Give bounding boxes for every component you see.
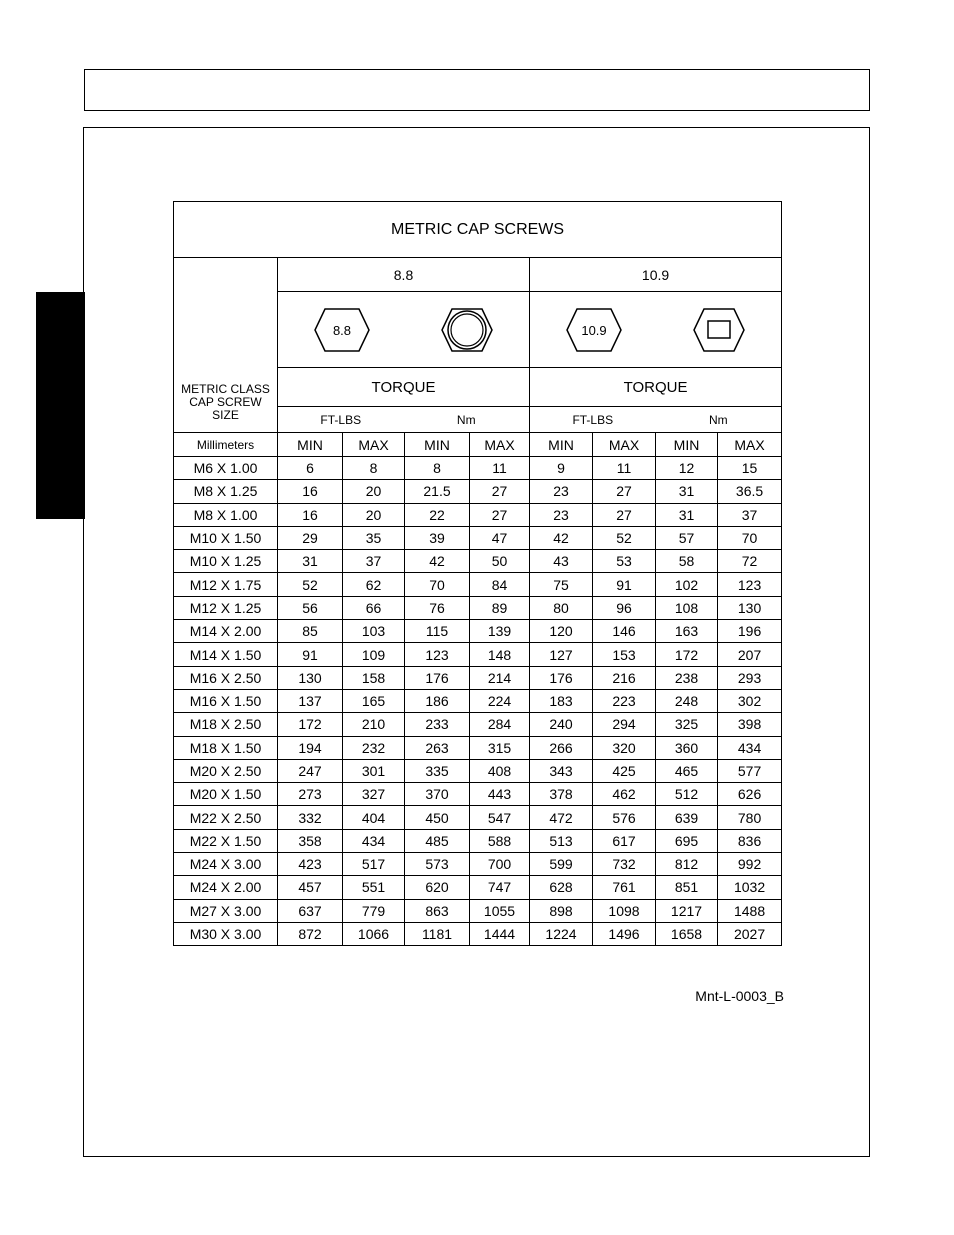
torque-value-cell: 485 [405,829,470,852]
torque-value-cell: 27 [593,503,656,526]
torque-value-cell: 186 [405,689,470,712]
torque-value-cell: 50 [470,550,530,573]
torque-value-cell: 434 [343,829,405,852]
torque-value-cell: 320 [593,736,656,759]
torque-value-cell: 16 [278,480,343,503]
torque-value-cell: 53 [593,550,656,573]
document-code: Mnt-L-0003_B [695,988,784,1004]
torque-value-cell: 779 [343,899,405,922]
torque-value-cell: 513 [530,829,593,852]
torque-value-cell: 1224 [530,922,593,945]
torque-value-cell: 39 [405,526,470,549]
torque-value-cell: 52 [593,526,656,549]
torque-value-cell: 207 [718,643,782,666]
torque-value-cell: 123 [405,643,470,666]
torque-value-cell: 15 [718,457,782,480]
screw-size-cell: M14 X 2.00 [174,620,278,643]
torque-value-cell: 1444 [470,922,530,945]
torque-value-cell: 23 [530,480,593,503]
torque-value-cell: 27 [470,480,530,503]
torque-value-cell: 248 [656,689,718,712]
torque-value-cell: 747 [470,876,530,899]
torque-value-cell: 183 [530,689,593,712]
torque-value-cell: 21.5 [405,480,470,503]
torque-value-cell: 224 [470,689,530,712]
torque-value-cell: 31 [656,480,718,503]
torque-value-cell: 301 [343,759,405,782]
torque-value-cell: 761 [593,876,656,899]
screw-size-cell: M10 X 1.50 [174,526,278,549]
torque-value-cell: 130 [278,666,343,689]
torque-value-cell: 628 [530,876,593,899]
screw-size-cell: M12 X 1.75 [174,573,278,596]
grade-8-8-head-markings [278,292,530,368]
torque-value-cell: 472 [530,806,593,829]
torque-value-cell: 626 [718,783,782,806]
torque-value-cell: 76 [405,596,470,619]
screw-size-cell: M14 X 1.50 [174,643,278,666]
table-row [174,899,782,922]
torque-value-cell: 108 [656,596,718,619]
torque-value-cell: 42 [530,526,593,549]
torque-value-cell: 232 [343,736,405,759]
column-header: MAX [343,433,405,457]
table-row [174,503,782,526]
torque-value-cell: 398 [718,713,782,736]
torque-value-cell: 27 [593,480,656,503]
torque-value-cell: 176 [405,666,470,689]
torque-value-cell: 23 [530,503,593,526]
torque-value-cell: 238 [656,666,718,689]
torque-value-cell: 194 [278,736,343,759]
torque-value-cell: 294 [593,713,656,736]
grade-8-8-header: 8.8 [278,258,530,292]
torque-value-cell: 153 [593,643,656,666]
hex-head-8-8-icon [312,307,372,353]
screw-size-cell: M8 X 1.00 [174,503,278,526]
metric-cap-screw-torque-table [173,201,782,946]
column-header: Millimeters [174,433,278,457]
torque-value-cell: 84 [470,573,530,596]
column-header-row [174,433,782,457]
torque-value-cell: 35 [343,526,405,549]
torque-value-cell: 700 [470,853,530,876]
torque-value-cell: 327 [343,783,405,806]
torque-value-cell: 576 [593,806,656,829]
torque-value-cell: 617 [593,829,656,852]
torque-value-cell: 115 [405,620,470,643]
size-column-label: METRIC CLASS CAP SCREW SIZE [174,258,278,433]
torque-value-cell: 335 [405,759,470,782]
screw-size-cell: M6 X 1.00 [174,457,278,480]
torque-value-cell: 266 [530,736,593,759]
screw-size-cell: M24 X 2.00 [174,876,278,899]
column-header: MIN [530,433,593,457]
torque-value-cell: 370 [405,783,470,806]
torque-value-cell: 214 [470,666,530,689]
torque-value-cell: 343 [530,759,593,782]
torque-value-cell: 6 [278,457,343,480]
table-row [174,829,782,852]
torque-value-cell: 404 [343,806,405,829]
torque-value-cell: 137 [278,689,343,712]
torque-value-cell: 863 [405,899,470,922]
torque-value-cell: 263 [405,736,470,759]
torque-value-cell: 547 [470,806,530,829]
torque-value-cell: 172 [278,713,343,736]
torque-value-cell: 8 [405,457,470,480]
screw-size-cell: M16 X 2.50 [174,666,278,689]
torque-value-cell: 96 [593,596,656,619]
torque-value-cell: 512 [656,783,718,806]
torque-value-cell: 358 [278,829,343,852]
torque-value-cell: 22 [405,503,470,526]
torque-value-cell: 577 [718,759,782,782]
torque-value-cell: 408 [470,759,530,782]
column-header: MAX [593,433,656,457]
torque-value-cell: 70 [405,573,470,596]
torque-value-cell: 465 [656,759,718,782]
grade-10-9-header: 10.9 [530,258,782,292]
table-row [174,643,782,666]
screw-size-cell: M22 X 1.50 [174,829,278,852]
torque-value-cell: 176 [530,666,593,689]
torque-value-cell: 637 [278,899,343,922]
table-row [174,736,782,759]
torque-value-cell: 127 [530,643,593,666]
torque-value-cell: 1488 [718,899,782,922]
torque-value-cell: 120 [530,620,593,643]
torque-value-cell: 37 [718,503,782,526]
torque-value-cell: 1217 [656,899,718,922]
torque-value-cell: 240 [530,713,593,736]
units-10-9: FT-LBS Nm [530,407,782,433]
torque-value-cell: 16 [278,503,343,526]
hex-socket-round-icon [439,307,495,353]
torque-label-10-9: TORQUE [530,368,782,407]
torque-value-cell: 123 [718,573,782,596]
torque-value-cell: 992 [718,853,782,876]
torque-value-cell: 31 [656,503,718,526]
torque-value-cell: 517 [343,853,405,876]
torque-value-cell: 898 [530,899,593,922]
screw-size-cell: M18 X 2.50 [174,713,278,736]
torque-value-cell: 146 [593,620,656,643]
column-header: MIN [656,433,718,457]
hex-socket-square-icon [691,307,747,353]
torque-value-cell: 158 [343,666,405,689]
torque-value-cell: 378 [530,783,593,806]
torque-value-cell: 443 [470,783,530,806]
torque-value-cell: 11 [470,457,530,480]
screw-size-cell: M24 X 3.00 [174,853,278,876]
table-row [174,853,782,876]
table-row [174,480,782,503]
torque-value-cell: 315 [470,736,530,759]
torque-value-cell: 29 [278,526,343,549]
torque-value-cell: 58 [656,550,718,573]
table-row [174,783,782,806]
torque-value-cell: 1066 [343,922,405,945]
units-8-8: FT-LBS Nm [278,407,530,433]
torque-value-cell: 332 [278,806,343,829]
screw-size-cell: M10 X 1.25 [174,550,278,573]
torque-value-cell: 620 [405,876,470,899]
table-row [174,806,782,829]
torque-value-cell: 109 [343,643,405,666]
torque-value-cell: 434 [718,736,782,759]
torque-value-cell: 210 [343,713,405,736]
torque-value-cell: 425 [593,759,656,782]
screw-size-cell: M12 X 1.25 [174,596,278,619]
screw-size-cell: M18 X 1.50 [174,736,278,759]
torque-value-cell: 91 [593,573,656,596]
column-header: MIN [405,433,470,457]
column-header: MAX [718,433,782,457]
torque-value-cell: 284 [470,713,530,736]
torque-value-cell: 42 [405,550,470,573]
torque-value-cell: 836 [718,829,782,852]
torque-value-cell: 70 [718,526,782,549]
torque-value-cell: 588 [470,829,530,852]
torque-value-cell: 732 [593,853,656,876]
torque-value-cell: 196 [718,620,782,643]
page-header-box [84,69,870,111]
table-row [174,457,782,480]
table-row [174,689,782,712]
torque-value-cell: 91 [278,643,343,666]
screw-size-cell: M20 X 2.50 [174,759,278,782]
torque-value-cell: 273 [278,783,343,806]
torque-value-cell: 450 [405,806,470,829]
torque-value-cell: 1032 [718,876,782,899]
torque-value-cell: 80 [530,596,593,619]
torque-value-cell: 423 [278,853,343,876]
torque-value-cell: 27 [470,503,530,526]
torque-value-cell: 163 [656,620,718,643]
table-row [174,713,782,736]
torque-value-cell: 851 [656,876,718,899]
torque-value-cell: 1055 [470,899,530,922]
torque-value-cell: 20 [343,503,405,526]
torque-value-cell: 72 [718,550,782,573]
table-row [174,573,782,596]
table-title: METRIC CAP SCREWS [174,202,782,258]
torque-value-cell: 216 [593,666,656,689]
torque-value-cell: 172 [656,643,718,666]
torque-value-cell: 573 [405,853,470,876]
svg-text:10.9: 10.9 [581,322,607,338]
table-row [174,596,782,619]
torque-value-cell: 599 [530,853,593,876]
table-row [174,922,782,945]
torque-value-cell: 139 [470,620,530,643]
torque-value-cell: 639 [656,806,718,829]
torque-value-cell: 2027 [718,922,782,945]
torque-value-cell: 695 [656,829,718,852]
torque-value-cell: 1181 [405,922,470,945]
table-row [174,620,782,643]
torque-value-cell: 462 [593,783,656,806]
screw-size-cell: M27 X 3.00 [174,899,278,922]
screw-size-cell: M16 X 1.50 [174,689,278,712]
torque-value-cell: 872 [278,922,343,945]
table-row [174,666,782,689]
table-row [174,876,782,899]
torque-value-cell: 31 [278,550,343,573]
table-row [174,526,782,549]
torque-value-cell: 20 [343,480,405,503]
torque-value-cell: 36.5 [718,480,782,503]
torque-value-cell: 1658 [656,922,718,945]
torque-value-cell: 102 [656,573,718,596]
torque-value-cell: 551 [343,876,405,899]
screw-size-cell: M30 X 3.00 [174,922,278,945]
torque-value-cell: 130 [718,596,782,619]
torque-value-cell: 11 [593,457,656,480]
torque-value-cell: 66 [343,596,405,619]
torque-value-cell: 43 [530,550,593,573]
torque-value-cell: 780 [718,806,782,829]
screw-size-cell: M22 X 2.50 [174,806,278,829]
screw-size-cell: M8 X 1.25 [174,480,278,503]
torque-value-cell: 9 [530,457,593,480]
torque-value-cell: 8 [343,457,405,480]
torque-value-cell: 75 [530,573,593,596]
torque-value-cell: 360 [656,736,718,759]
svg-text:8.8: 8.8 [332,322,351,338]
torque-value-cell: 223 [593,689,656,712]
torque-value-cell: 47 [470,526,530,549]
torque-value-cell: 1496 [593,922,656,945]
torque-value-cell: 103 [343,620,405,643]
screw-size-cell: M20 X 1.50 [174,783,278,806]
torque-value-cell: 233 [405,713,470,736]
table-row [174,550,782,573]
torque-value-cell: 812 [656,853,718,876]
torque-value-cell: 247 [278,759,343,782]
torque-value-cell: 89 [470,596,530,619]
torque-value-cell: 293 [718,666,782,689]
torque-value-cell: 62 [343,573,405,596]
table-row [174,759,782,782]
torque-value-cell: 165 [343,689,405,712]
column-header: MIN [278,433,343,457]
section-tab [36,292,85,519]
torque-value-cell: 1098 [593,899,656,922]
hex-head-10-9-icon [564,307,624,353]
torque-value-cell: 85 [278,620,343,643]
torque-label-8-8: TORQUE [278,368,530,407]
torque-value-cell: 148 [470,643,530,666]
torque-value-cell: 37 [343,550,405,573]
column-header: MAX [470,433,530,457]
torque-value-cell: 302 [718,689,782,712]
torque-value-cell: 52 [278,573,343,596]
torque-value-cell: 457 [278,876,343,899]
torque-value-cell: 57 [656,526,718,549]
torque-value-cell: 12 [656,457,718,480]
torque-value-cell: 56 [278,596,343,619]
grade-10-9-head-markings [530,292,782,368]
torque-value-cell: 325 [656,713,718,736]
